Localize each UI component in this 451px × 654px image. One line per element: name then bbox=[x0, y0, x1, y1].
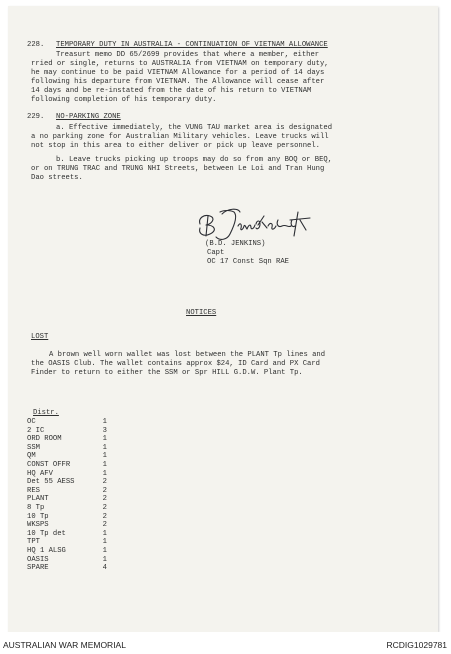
item-229-para-b-line-1: b. Leave trucks picking up troops may do so from any BOQ or BEQ, bbox=[56, 156, 333, 164]
distribution-row bbox=[27, 452, 107, 461]
item-228-line-5: 14 days and be re-instated from the date of his return to VIETNAM bbox=[31, 87, 312, 95]
distribution-row bbox=[27, 461, 107, 470]
signatory-name: (B.D. JENKINS) bbox=[205, 240, 266, 248]
lost-heading: LOST bbox=[31, 333, 49, 341]
item-229-para-b-line-2: or on TRUNG TRAC and TRUNG NHI Streets, between Le Loi and Tran Hung bbox=[31, 165, 325, 173]
distribution-recipient: 10 Tp det bbox=[27, 529, 66, 538]
distribution-row bbox=[27, 478, 107, 487]
item-228-line-3: he may continue to be paid VIETNAM Allowance for a period of 14 days bbox=[31, 69, 325, 77]
item-228-line-1: Treasurt memo DD 65/2699 provides that where a member, either bbox=[56, 51, 320, 59]
archive-name: AUSTRALIAN WAR MEMORIAL bbox=[3, 640, 126, 650]
distribution-quantity: 3 bbox=[102, 426, 107, 435]
item-229-title: NO-PARKING ZONE bbox=[56, 113, 121, 121]
distribution-recipient: SSM bbox=[27, 443, 40, 452]
distribution-row bbox=[27, 538, 107, 547]
distribution-heading: Distr. bbox=[33, 409, 59, 417]
distribution-recipient: ORD ROOM bbox=[27, 435, 62, 444]
distribution-recipient: CONST OFFR bbox=[27, 460, 71, 469]
distribution-quantity: 1 bbox=[102, 546, 107, 555]
item-228-title: TEMPORARY DUTY IN AUSTRALIA - CONTINUATION OF VIETNAM ALLOWANCE bbox=[56, 41, 328, 49]
distribution-row bbox=[27, 435, 107, 444]
item-229-para-b-line-3: Dao streets. bbox=[31, 174, 83, 182]
distribution-row bbox=[27, 521, 107, 530]
distribution-recipient: OC bbox=[27, 418, 36, 426]
item-228-line-4: following his departure from VIETNAM. The Allowance will cease after bbox=[31, 78, 325, 86]
distribution-recipient: HQ AFV bbox=[27, 469, 53, 478]
distribution-recipient: Det 55 AESS bbox=[27, 478, 75, 487]
item-228-number: 228. bbox=[27, 41, 45, 49]
distribution-quantity: 1 bbox=[102, 418, 107, 426]
distribution-recipient: QM bbox=[27, 452, 36, 461]
item-228-line-2: rried or single, returns to AUSTRALIA from VIETNAM on temporary duty, bbox=[31, 60, 329, 68]
distribution-quantity: 2 bbox=[102, 512, 107, 521]
distribution-row bbox=[27, 504, 107, 513]
signatory-appointment: OC 17 Const Sqn RAE bbox=[207, 258, 289, 266]
distribution-quantity: 1 bbox=[102, 529, 107, 538]
distribution-row bbox=[27, 444, 107, 453]
distribution-quantity: 2 bbox=[102, 495, 107, 504]
distribution-quantity: 1 bbox=[102, 452, 107, 461]
distribution-row bbox=[27, 427, 107, 436]
distribution-row bbox=[27, 556, 107, 565]
distribution-recipient: OASIS bbox=[27, 555, 49, 564]
distribution-list bbox=[27, 418, 107, 573]
distribution-quantity: 2 bbox=[102, 521, 107, 530]
distribution-recipient: HQ 1 ALSG bbox=[27, 546, 66, 555]
notices-heading: NOTICES bbox=[186, 309, 217, 317]
item-229-para-a-line-1: a. Effective immediately, the VUNG TAU market area is designated bbox=[56, 124, 333, 132]
distribution-quantity: 1 bbox=[102, 435, 107, 444]
distribution-row bbox=[27, 470, 107, 479]
distribution-quantity: 2 bbox=[102, 503, 107, 512]
distribution-recipient: 2 IC bbox=[27, 426, 45, 435]
distribution-recipient: 8 Tp bbox=[27, 503, 45, 512]
distribution-quantity: 2 bbox=[102, 486, 107, 495]
distribution-row bbox=[27, 547, 107, 556]
distribution-quantity: 2 bbox=[102, 478, 107, 487]
distribution-recipient: WKSPS bbox=[27, 521, 49, 530]
item-229-para-a-line-3: not stop in this area to either deliver or pick up leave personnel. bbox=[31, 142, 320, 150]
item-229-para-a-line-2: a no parking zone for Australian Military vehicles. Leave trucks will bbox=[31, 133, 329, 141]
distribution-row bbox=[27, 564, 107, 573]
distribution-row bbox=[27, 530, 107, 539]
archive-footer bbox=[0, 632, 451, 654]
distribution-recipient: RES bbox=[27, 486, 40, 495]
distribution-row bbox=[27, 513, 107, 522]
item-228-line-6: following completion of his temporary duty. bbox=[31, 96, 217, 104]
distribution-quantity: 1 bbox=[102, 443, 107, 452]
distribution-quantity: 1 bbox=[102, 538, 107, 547]
distribution-recipient: TPT bbox=[27, 538, 40, 547]
signatory-rank: Capt bbox=[207, 249, 225, 257]
distribution-row bbox=[27, 418, 107, 427]
distribution-quantity: 1 bbox=[102, 555, 107, 564]
lost-line-3: Finder to return to either the SSM or Spr HILL G.D.W. Plant Tp. bbox=[31, 369, 303, 377]
item-229-number: 229. bbox=[27, 113, 45, 121]
lost-line-2: the OASIS Club. The wallet contains approx $24, ID Card and PX Card bbox=[31, 360, 320, 368]
distribution-row bbox=[27, 487, 107, 496]
distribution-quantity: 1 bbox=[102, 460, 107, 469]
distribution-recipient: 10 Tp bbox=[27, 512, 49, 521]
distribution-quantity: 1 bbox=[102, 469, 107, 478]
lost-line-1: A brown well worn wallet was lost between the PLANT Tp lines and bbox=[49, 351, 326, 359]
distribution-quantity: 4 bbox=[102, 564, 107, 573]
archive-reference: RCDIG1029781 bbox=[386, 640, 447, 650]
distribution-recipient: SPARE bbox=[27, 564, 49, 573]
distribution-recipient: PLANT bbox=[27, 495, 49, 504]
distribution-row bbox=[27, 495, 107, 504]
